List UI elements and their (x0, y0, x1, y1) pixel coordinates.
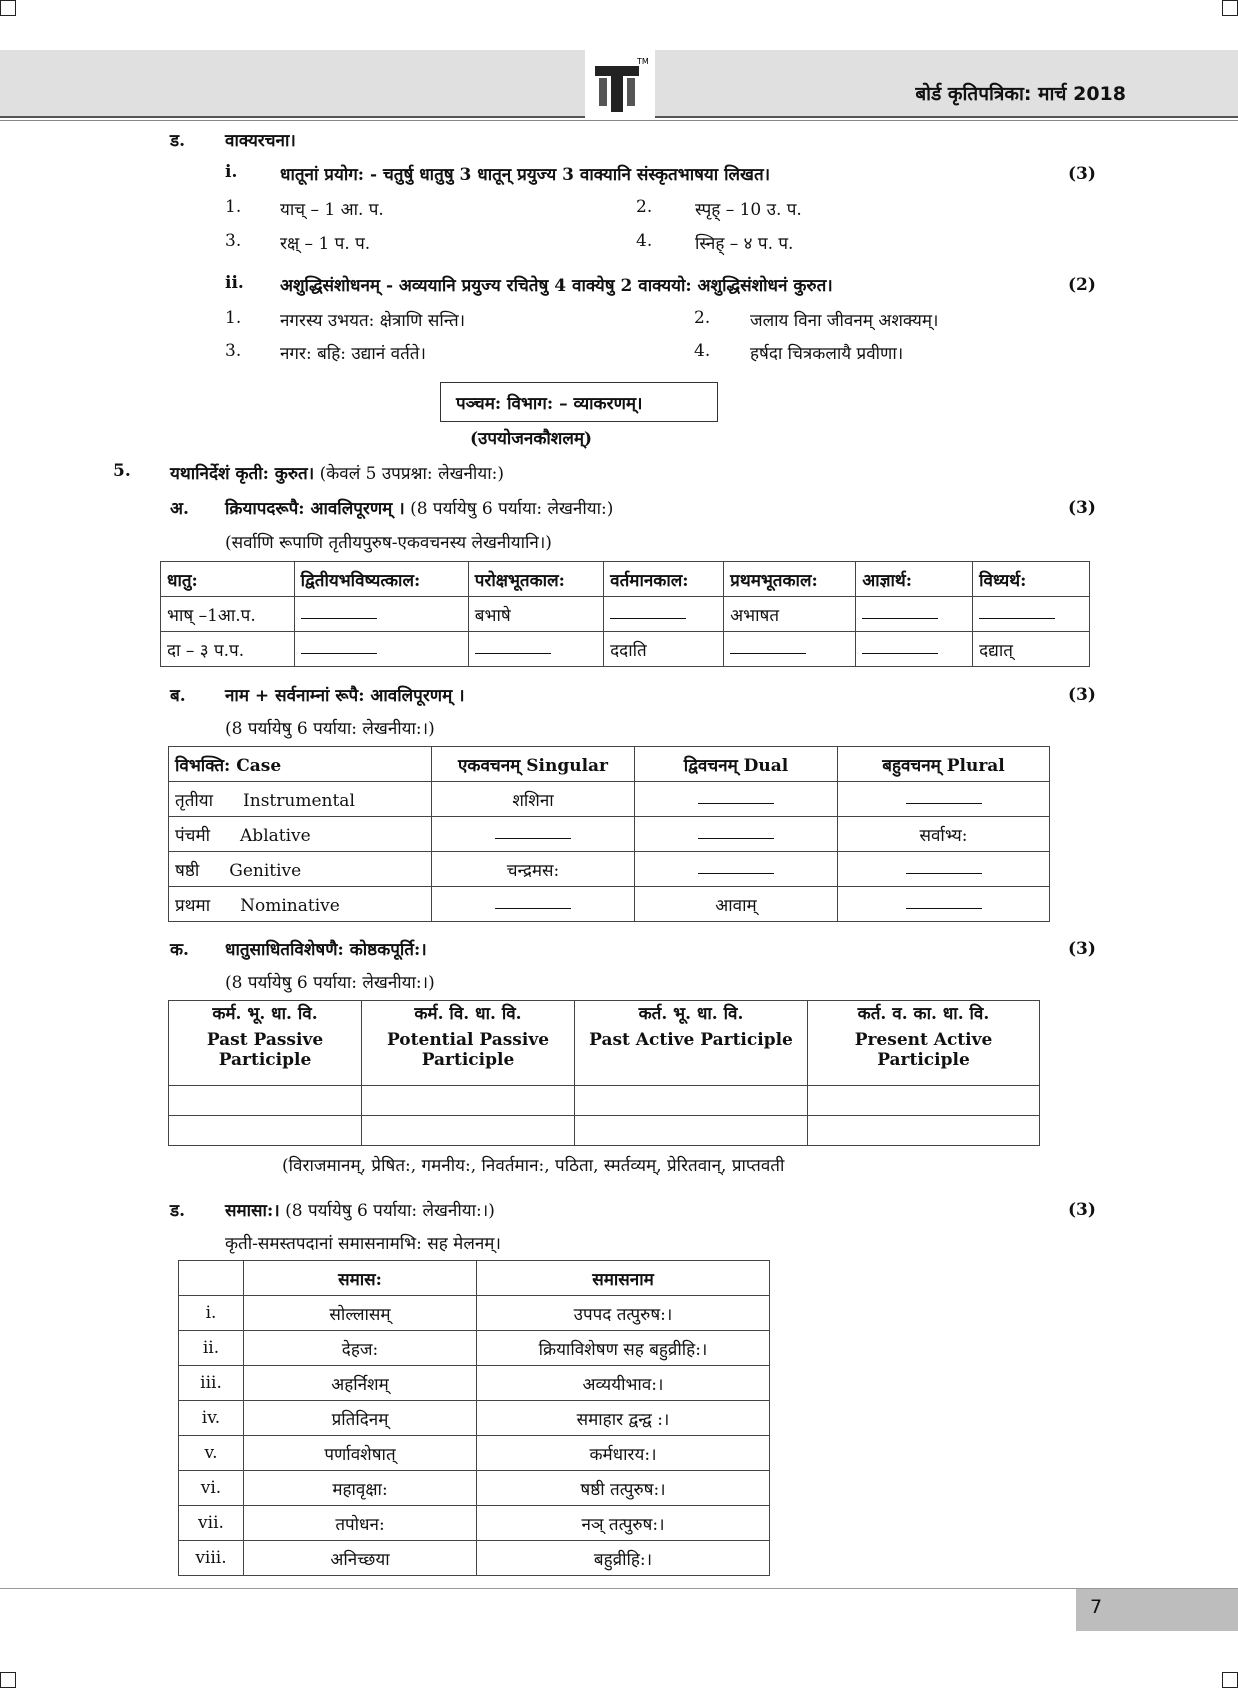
answer-blank (862, 604, 938, 619)
table-cell: चन्द्रमस: (432, 852, 635, 887)
verb-forms-table (160, 561, 1090, 667)
column-header (169, 1001, 362, 1086)
question-number: ii. (225, 273, 244, 293)
table-cell: बभाषे (468, 597, 603, 632)
column-header: एकवचनम् Singular (432, 747, 635, 782)
row-number: viii. (179, 1541, 244, 1576)
answer-blank (301, 639, 377, 654)
column-header: विध्यर्थ: (973, 562, 1090, 597)
column-header: बहुवचनम् Plural (838, 747, 1050, 782)
row-number: vii. (179, 1506, 244, 1541)
blank-cell (856, 632, 973, 667)
table-row (179, 1471, 770, 1506)
blank-cell (432, 817, 635, 852)
item-text: स्पृह् – 10 उ. प. (695, 200, 802, 220)
table-cell: क्रियाविशेषण सह बहुव्रीहि:। (477, 1331, 770, 1366)
case-cell (169, 887, 432, 922)
table-cell: षष्ठी तत्पुरुष:। (477, 1471, 770, 1506)
blank-cell (169, 1086, 362, 1116)
header-rule-thin (0, 120, 1238, 121)
case-english: Genitive (229, 860, 302, 881)
item-number: 3. (225, 231, 242, 251)
blank-cell (973, 597, 1090, 632)
footer-rule (0, 1588, 1238, 1589)
part-title (225, 496, 613, 519)
table-row (179, 1296, 770, 1331)
item-text: हर्षदा चित्रकलायै प्रवीणा। (750, 344, 904, 364)
publisher-logo (585, 48, 655, 118)
header-abbr: कर्त. व. का. धा. वि. (857, 1004, 990, 1024)
answer-blank (730, 639, 806, 654)
part-title-bold: क्रियापदरूपै: आवलिपूरणम् । (225, 499, 405, 519)
case-name: पंचमी (175, 825, 211, 846)
case-english: Ablative (240, 825, 311, 846)
blank-cell (724, 632, 856, 667)
table-header-row (161, 562, 1090, 597)
case-cell (169, 852, 432, 887)
item-number: 3. (225, 341, 242, 361)
table-cell: पर्णावशेषात् (244, 1436, 477, 1471)
table-cell: भाष् –1आ.प. (161, 597, 295, 632)
marks-label: (3) (1068, 939, 1096, 959)
marks-label: (2) (1068, 275, 1096, 295)
table-row (179, 1366, 770, 1401)
table-row (169, 887, 1050, 922)
answer-blank (475, 639, 551, 654)
item-text: नगरस्य उभयत: क्षेत्राणि सन्ति। (280, 311, 466, 331)
column-header (808, 1001, 1040, 1086)
blank-cell (169, 1116, 362, 1146)
item-number: 1. (225, 308, 242, 328)
noun-forms-table (168, 746, 1050, 922)
table-cell: अनिच्छया (244, 1541, 477, 1576)
table-row (169, 817, 1050, 852)
section-subtitle: (उपयोजनकौशलम्) (470, 429, 593, 449)
part-note: (8 पर्यायेषु 6 पर्याया: लेखनीया:।) (285, 1201, 495, 1221)
part-instruction: कृती-समस्तपदानां समासनामभि: सह मेलनम्। (225, 1234, 501, 1254)
row-number: i. (179, 1296, 244, 1331)
part-title (225, 1198, 495, 1221)
blank-cell (856, 597, 973, 632)
part-note: (8 पर्यायेषु 6 पर्याया: लेखनीया:।) (225, 973, 435, 993)
answer-blank (979, 604, 1055, 619)
page-header-title: बोर्ड कृतिपत्रिका: मार्च 2018 (915, 83, 1126, 105)
blank-cell (575, 1116, 808, 1146)
case-cell (169, 817, 432, 852)
blank-cell (838, 782, 1050, 817)
page-number: 7 (1090, 1596, 1103, 1618)
table-cell: सोल्लासम् (244, 1296, 477, 1331)
part-title: नाम + सर्वनाम्नां रूपै: आवलिपूरणम् । (225, 686, 465, 706)
column-header: परोक्षभूतकाल: (468, 562, 603, 597)
part-letter: ड. (170, 1201, 186, 1221)
row-number: ii. (179, 1331, 244, 1366)
part-note: (8 पर्यायेषु 6 पर्याया: लेखनीया:) (410, 499, 614, 519)
table-header-row (169, 1001, 1040, 1086)
item-number: 1. (225, 197, 242, 217)
blank-cell (635, 817, 838, 852)
table-cell: नञ् तत्पुरुष:। (477, 1506, 770, 1541)
header-english: Present Active Participle (854, 1030, 993, 1070)
blank-cell (432, 887, 635, 922)
t-logo-icon (585, 48, 655, 118)
table-cell: अहर्निशम् (244, 1366, 477, 1401)
table-cell: समाहार द्वन्द्व :। (477, 1401, 770, 1436)
case-english: Nominative (240, 895, 340, 916)
table-cell: तपोधन: (244, 1506, 477, 1541)
table-row (169, 852, 1050, 887)
blank-cell (808, 1116, 1040, 1146)
table-row (179, 1401, 770, 1436)
item-text: स्निह् – ४ प. प. (695, 234, 794, 254)
row-number: v. (179, 1436, 244, 1471)
question-text: धातूनां प्रयोग: - चतुर्षु धातुषु 3 धातून् प्रयुज्य 3 वाक्यानि संस्कृतभाषया लिखत। (280, 165, 771, 185)
blank-cell (838, 887, 1050, 922)
header-english: Past Active Participle (589, 1030, 793, 1050)
column-header: समास: (244, 1261, 477, 1296)
header-english: Past Passive Participle (206, 1030, 324, 1070)
options-list: (विराजमानम्, प्रेषित:, गमनीय:, निवर्तमान:, पठिता, स्मर्तव्यम्, प्रेरितवान्, प्राप्तवती (282, 1156, 785, 1176)
table-cell: आवाम् (635, 887, 838, 922)
table-row (161, 597, 1090, 632)
blank-cell (468, 632, 603, 667)
intro-note: (केवलं 5 उपप्रश्ना: लेखनीया:) (319, 464, 504, 484)
samasa-table (178, 1260, 770, 1576)
intro-bold: यथानिर्देशं कृती: कुरुत। (170, 464, 315, 484)
table-cell: ददाति (604, 632, 724, 667)
answer-blank (906, 859, 982, 874)
item-text: रक्ष् – 1 प. प. (280, 234, 371, 254)
marks-label: (3) (1068, 498, 1096, 518)
table-cell: अभाषत (724, 597, 856, 632)
crop-mark-bottom-right (1222, 1672, 1238, 1688)
blank-cell (294, 597, 468, 632)
crop-mark-top-left (0, 0, 16, 16)
column-header: विभक्ति: Case (169, 747, 432, 782)
column-header: आज्ञार्थ: (856, 562, 973, 597)
table-row (169, 1116, 1040, 1146)
case-cell (169, 782, 432, 817)
table-header-row (169, 747, 1050, 782)
trademark-label: TM (637, 57, 649, 66)
column-header (179, 1261, 244, 1296)
table-row (161, 632, 1090, 667)
marks-label: (3) (1068, 685, 1096, 705)
blank-cell (362, 1086, 575, 1116)
part-letter: अ. (170, 499, 189, 519)
table-cell: शशिना (432, 782, 635, 817)
blank-cell (604, 597, 724, 632)
row-number: iii. (179, 1366, 244, 1401)
table-row (179, 1541, 770, 1576)
column-header: वर्तमानकाल: (604, 562, 724, 597)
column-header: द्वितीयभविष्यत्काल: (294, 562, 468, 597)
section-title: वाक्यरचना। (225, 131, 296, 151)
table-cell: अव्ययीभाव:। (477, 1366, 770, 1401)
blank-cell (635, 852, 838, 887)
item-text: याच् – 1 आ. प. (280, 200, 384, 220)
column-header: प्रथमभूतकाल: (724, 562, 856, 597)
answer-blank (495, 894, 571, 909)
table-cell: बहुव्रीहि:। (477, 1541, 770, 1576)
part-note: (8 पर्यायेषु 6 पर्याया: लेखनीया:।) (225, 719, 435, 739)
table-cell: दद्यात् (973, 632, 1090, 667)
item-text: नगर: बहि: उद्यानं वर्तते। (280, 344, 426, 364)
crop-mark-top-right (1222, 0, 1238, 16)
table-cell: देहज: (244, 1331, 477, 1366)
item-number: 4. (636, 231, 653, 251)
case-name: तृतीया (175, 790, 214, 811)
case-english: Instrumental (243, 790, 355, 811)
table-row (179, 1331, 770, 1366)
table-cell: कर्मधारय:। (477, 1436, 770, 1471)
part-letter: क. (170, 940, 189, 960)
column-header (575, 1001, 808, 1086)
question-number: 5. (113, 461, 131, 481)
question-number: i. (225, 162, 238, 182)
section-heading: पञ्चम: विभाग: – व्याकरणम्। (456, 394, 643, 414)
column-header (362, 1001, 575, 1086)
item-number: 2. (694, 308, 711, 328)
table-cell: उपपद तत्पुरुष:। (477, 1296, 770, 1331)
answer-blank (698, 824, 774, 839)
item-number: 4. (694, 341, 711, 361)
answer-blank (906, 789, 982, 804)
participle-table (168, 1000, 1040, 1146)
column-header: धातु: (161, 562, 295, 597)
table-cell: प्रतिदिनम् (244, 1401, 477, 1436)
answer-blank (495, 824, 571, 839)
answer-blank (698, 789, 774, 804)
section-letter: ड. (170, 131, 186, 151)
row-number: vi. (179, 1471, 244, 1506)
table-row (169, 782, 1050, 817)
answer-blank (698, 859, 774, 874)
table-header-row (179, 1261, 770, 1296)
part-instruction: (सर्वाणि रूपाणि तृतीयपुरुष-एकवचनस्य लेखनीयानि।) (225, 533, 552, 553)
marks-label: (3) (1068, 1200, 1096, 1220)
header-abbr: कर्म. वि. धा. वि. (414, 1004, 522, 1024)
crop-mark-bottom-left (0, 1672, 16, 1688)
blank-cell (808, 1086, 1040, 1116)
row-number: iv. (179, 1401, 244, 1436)
item-number: 2. (636, 197, 653, 217)
blank-cell (575, 1086, 808, 1116)
case-name: प्रथमा (175, 895, 211, 916)
part-title: धातुसाधितविशेषणै: कोष्ठकपूर्ति:। (225, 940, 427, 960)
answer-blank (862, 639, 938, 654)
table-cell: महावृक्षा: (244, 1471, 477, 1506)
part-letter: ब. (170, 686, 186, 706)
table-row (179, 1436, 770, 1471)
case-name: षष्ठी (175, 860, 200, 881)
column-header: द्विवचनम् Dual (635, 747, 838, 782)
marks-label: (3) (1068, 164, 1096, 184)
item-text: जलाय विना जीवनम् अशक्यम्। (750, 311, 939, 331)
column-header: समासनाम (477, 1261, 770, 1296)
part-title-bold: समासा:। (225, 1201, 280, 1221)
blank-cell (294, 632, 468, 667)
blank-cell (838, 852, 1050, 887)
table-cell: दा – ३ प.प. (161, 632, 295, 667)
blank-cell (362, 1116, 575, 1146)
header-english: Potential Passive Participle (386, 1030, 550, 1070)
blank-cell (635, 782, 838, 817)
header-abbr: कर्म. भू. धा. वि. (212, 1004, 318, 1024)
header-abbr: कर्त. भू. धा. वि. (638, 1004, 744, 1024)
question-intro (170, 461, 504, 484)
table-cell: सर्वाभ्य: (838, 817, 1050, 852)
answer-blank (610, 604, 686, 619)
table-row (179, 1506, 770, 1541)
table-row (169, 1086, 1040, 1116)
answer-blank (301, 604, 377, 619)
question-text: अशुद्धिसंशोधनम् - अव्ययानि प्रयुज्य रचितेषु 4 वाक्येषु 2 वाक्ययो: अशुद्धिसंशोधनं कुरुत। (280, 276, 833, 296)
answer-blank (906, 894, 982, 909)
